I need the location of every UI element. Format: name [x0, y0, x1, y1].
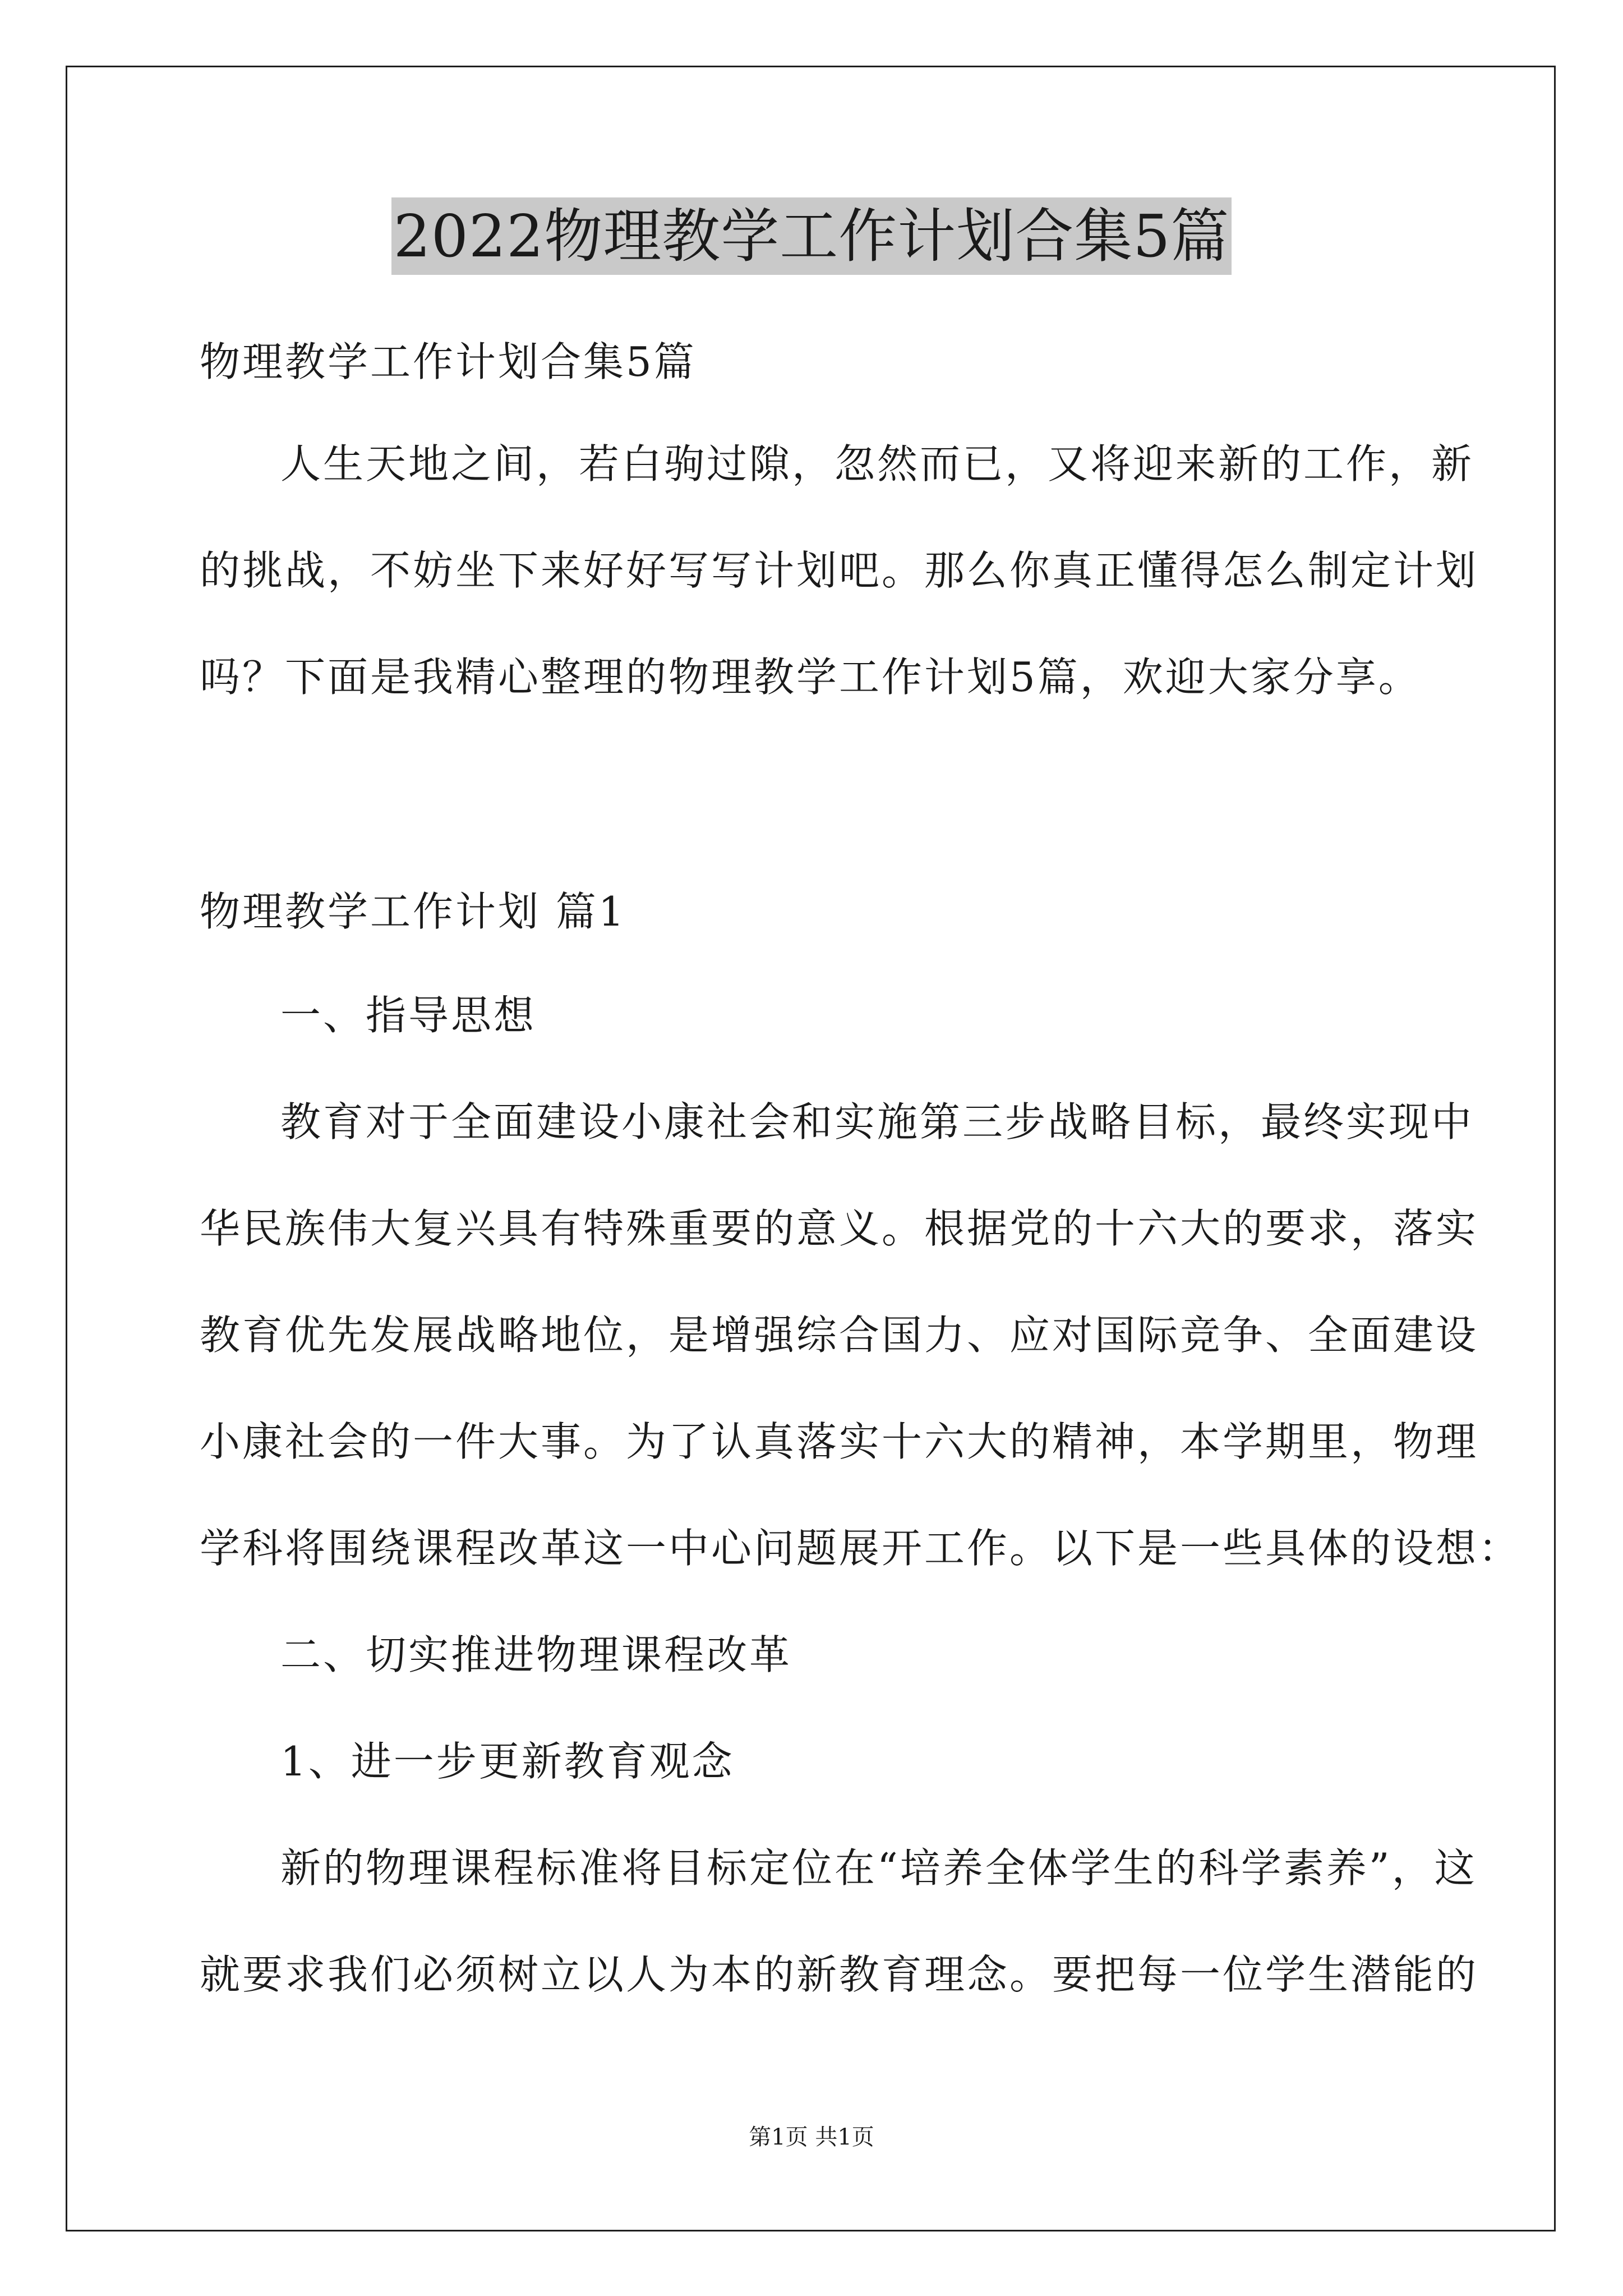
document-title: 2022物理教学工作计划合集5篇	[391, 197, 1232, 275]
heading-guiding-thought: 一、指导思想	[280, 992, 537, 1039]
guiding-line-1: 教育对于全面建设小康社会和实施第三步战略目标，最终实现中	[280, 1098, 1474, 1145]
section-heading: 物理教学工作计划 篇1	[200, 888, 626, 935]
document-subtitle: 物理教学工作计划合集5篇	[200, 338, 697, 385]
guiding-line-5: 学科将围绕课程改革这一中心问题展开工作。以下是一些具体的设想：	[200, 1525, 1521, 1572]
page-footer: 第1页 共1页	[749, 2124, 874, 2150]
concept-line-2: 就要求我们必须树立以人为本的新教育理念。要把每一位学生潜能的	[200, 1951, 1479, 1998]
guiding-line-2: 华民族伟大复兴具有特殊重要的意义。根据党的十六大的要求，落实	[200, 1205, 1479, 1252]
intro-line-2: 的挑战，不妨坐下来好好写写计划吧。那么你真正懂得怎么制定计划	[200, 547, 1479, 594]
title-container	[0, 197, 1623, 275]
intro-line-1: 人生天地之间，若白驹过隙，忽然而已，又将迎来新的工作，新	[280, 440, 1474, 487]
concept-line-1: 新的物理课程标准将目标定位在“培养全体学生的科学素养”，这	[280, 1844, 1477, 1892]
guiding-line-4: 小康社会的一件大事。为了认真落实十六大的精神，本学期里，物理	[200, 1418, 1479, 1465]
intro-line-3: 吗？下面是我精心整理的物理教学工作计划5篇，欢迎大家分享。	[200, 654, 1421, 701]
heading-curriculum-reform: 二、切实推进物理课程改革	[280, 1631, 792, 1678]
heading-update-concept: 1、进一步更新教育观念	[280, 1738, 735, 1785]
guiding-line-3: 教育优先发展战略地位，是增强综合国力、应对国际竞争、全面建设	[200, 1312, 1479, 1359]
